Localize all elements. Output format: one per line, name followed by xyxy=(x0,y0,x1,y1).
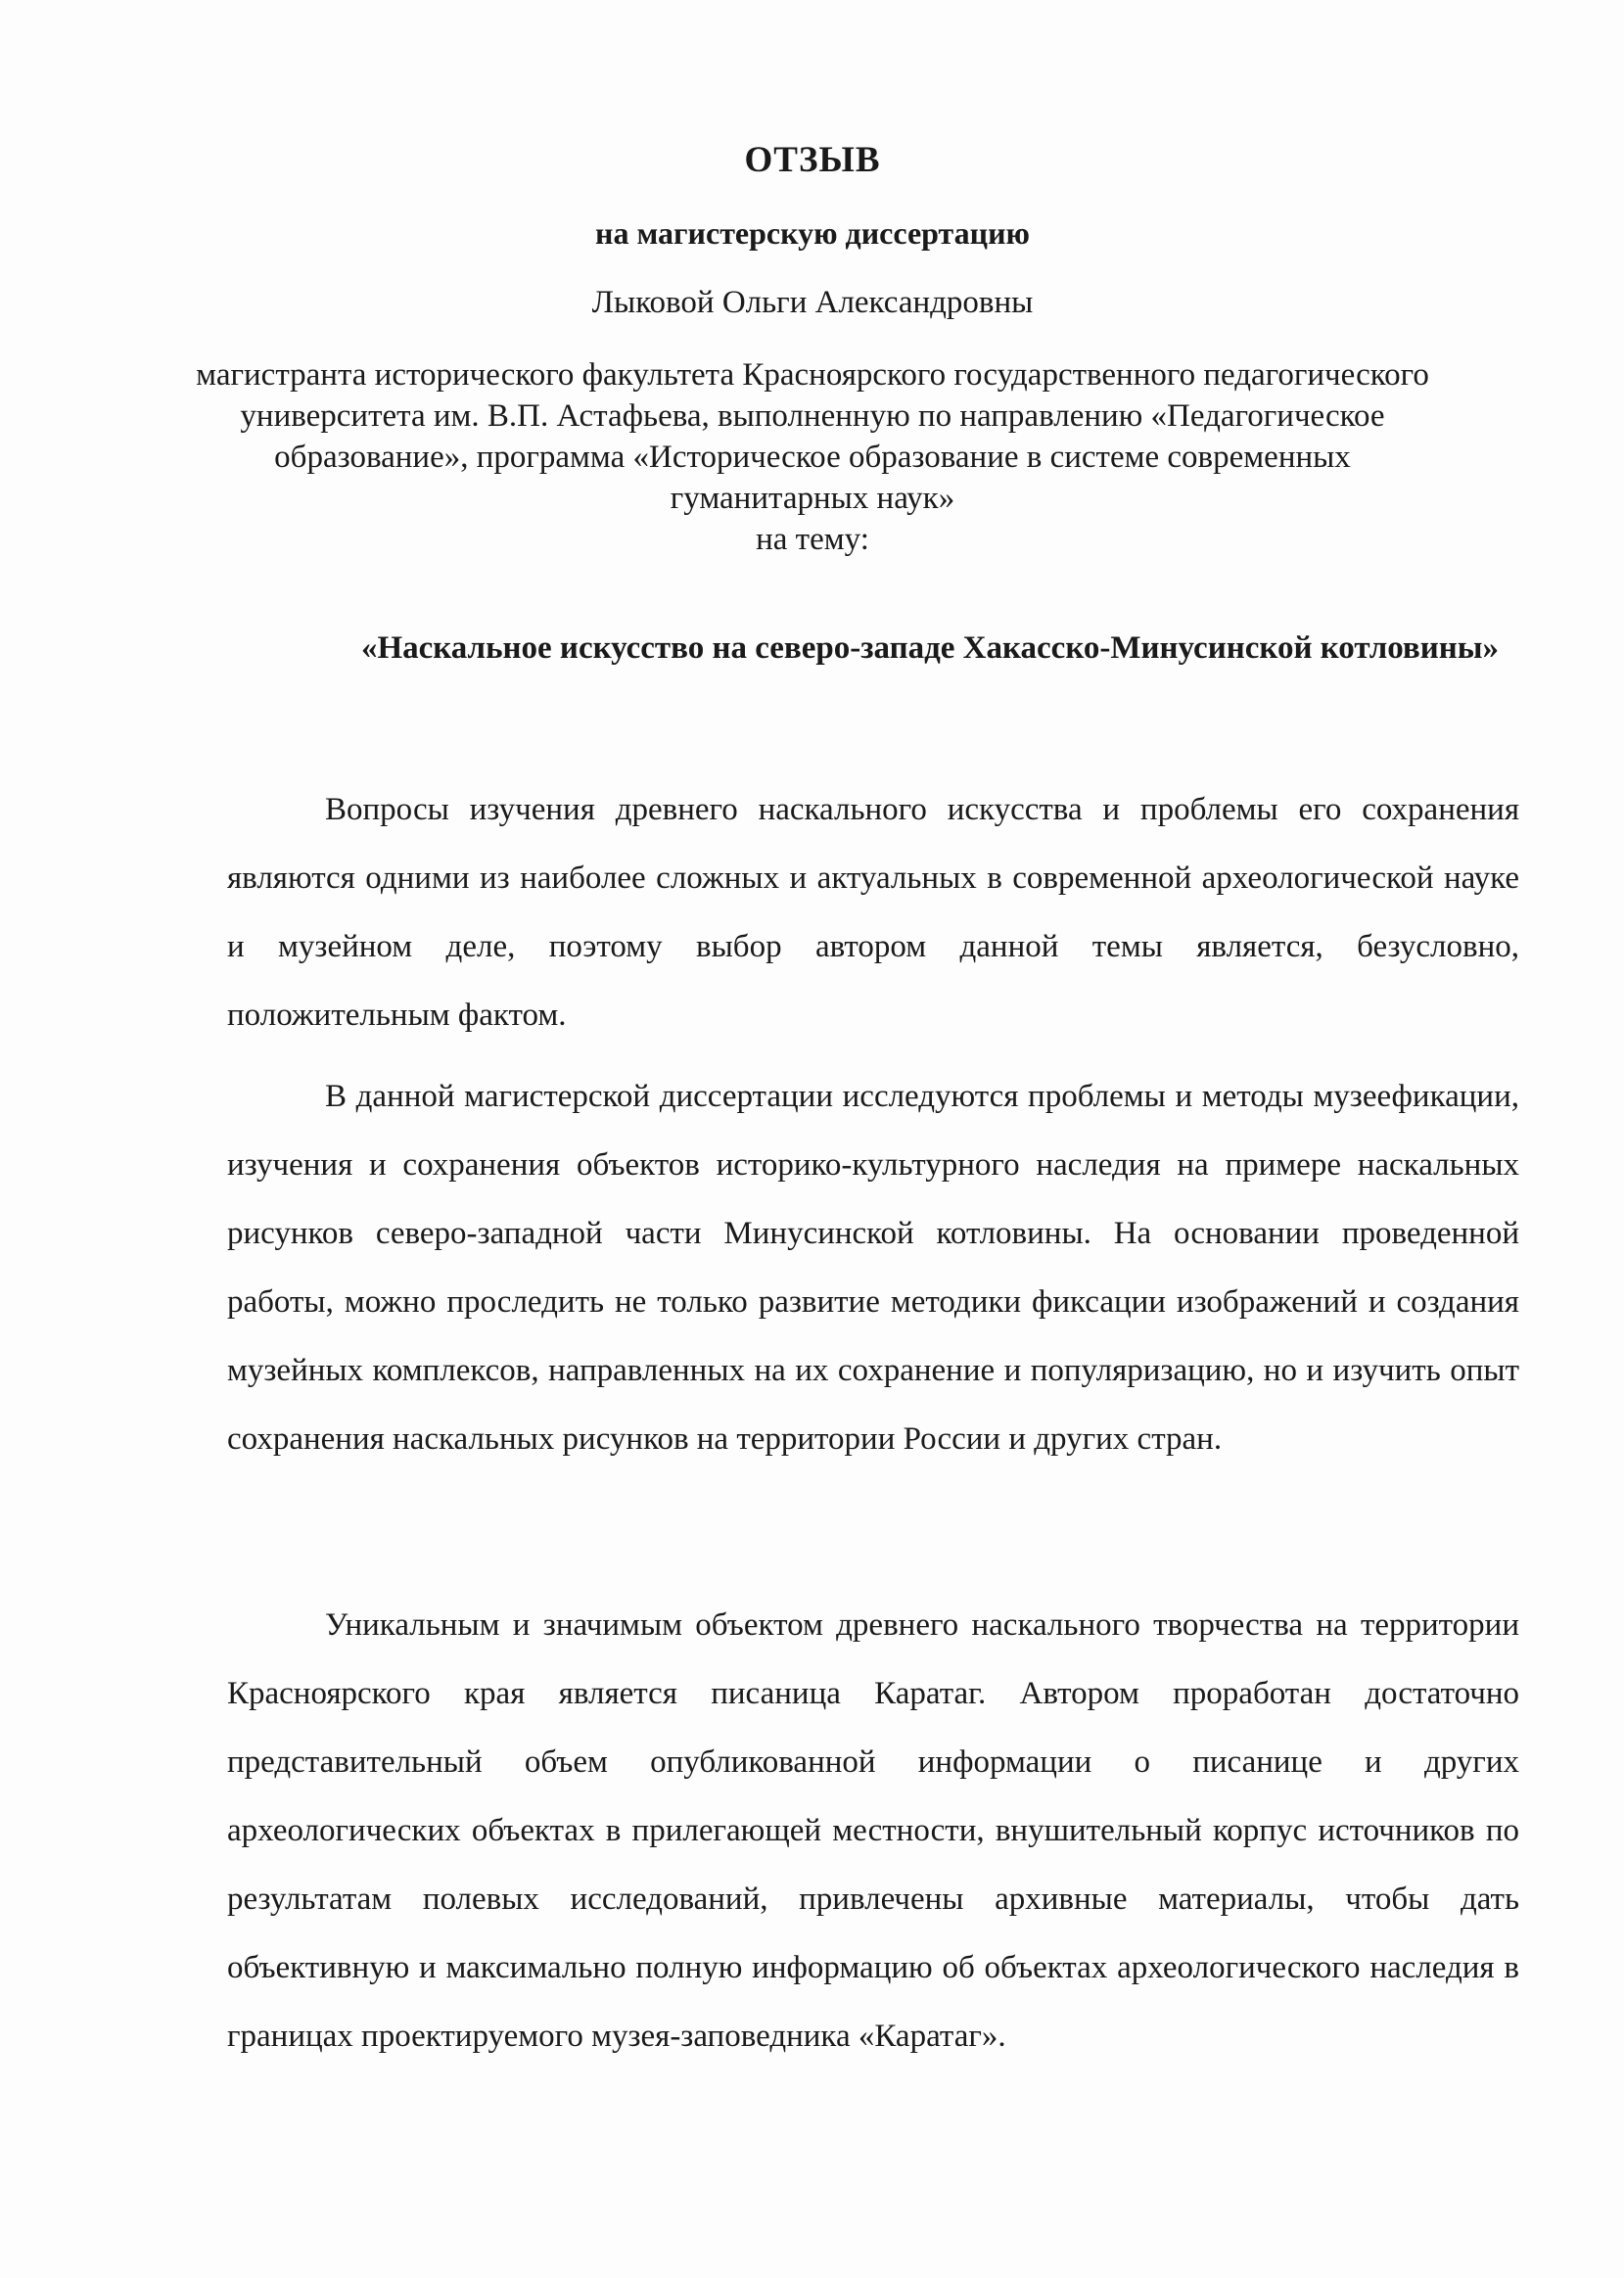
dissertation-topic: «Наскальное искусство на северо-западе Хакасско-Минусинской котловины» xyxy=(360,630,1500,666)
paragraph-1: Вопросы изучения древнего наскального искусства и проблемы его сохранения являются одними из наиболее сложных и актуальных в современной археологической науке и музейном деле, поэтому выбор автором данной темы является, безусловно, положительным фактом. xyxy=(227,792,1519,1033)
paragraph-2: В данной магистерской диссертации исследуются проблемы и методы музеефикации, изучения и сохранения объектов историко-культурного наследия на примере наскальных рисунков северо-западной части Минусинской котловины. На основании проведенной работы, можно проследить не только развитие методики фиксации изображений и создания музейных комплексов, направленных на их сохранение и популяризацию, но и изучить опыт сохранения наскальных рисунков на территории России и других стран. xyxy=(227,1079,1519,1457)
document-title: ОТЗЫВ xyxy=(744,140,881,180)
document-subtitle: на магистерскую диссертацию xyxy=(595,215,1030,251)
paragraph-3: Уникальным и значимым объектом древнего наскального творчества на территории Красноярского края является писаница Каратаг. Автором проработан достаточно представительный объем опубликованной информации о писанице и других археологических объектах в прилегающей местности, внушительный корпус источников по результатам полевых исследований, привлечены архивные материалы, чтобы дать объективную и максимально полную информацию об объектах археологического наследия в границах проектируемого музея-заповедника «Каратаг». xyxy=(227,1607,1519,2054)
theme-label: на тему: xyxy=(756,522,869,557)
affiliation-text: магистранта исторического факультета Красноярского государственного педагогического университета им. В.П. Астафьева, выполненную по направлению «Педагогическое образование», программа «Историческое образование в системе современных гуманитарных наук» xyxy=(196,357,1429,516)
author-name: Лыковой Ольги Александровны xyxy=(591,285,1034,320)
author-affiliation xyxy=(196,354,1429,560)
